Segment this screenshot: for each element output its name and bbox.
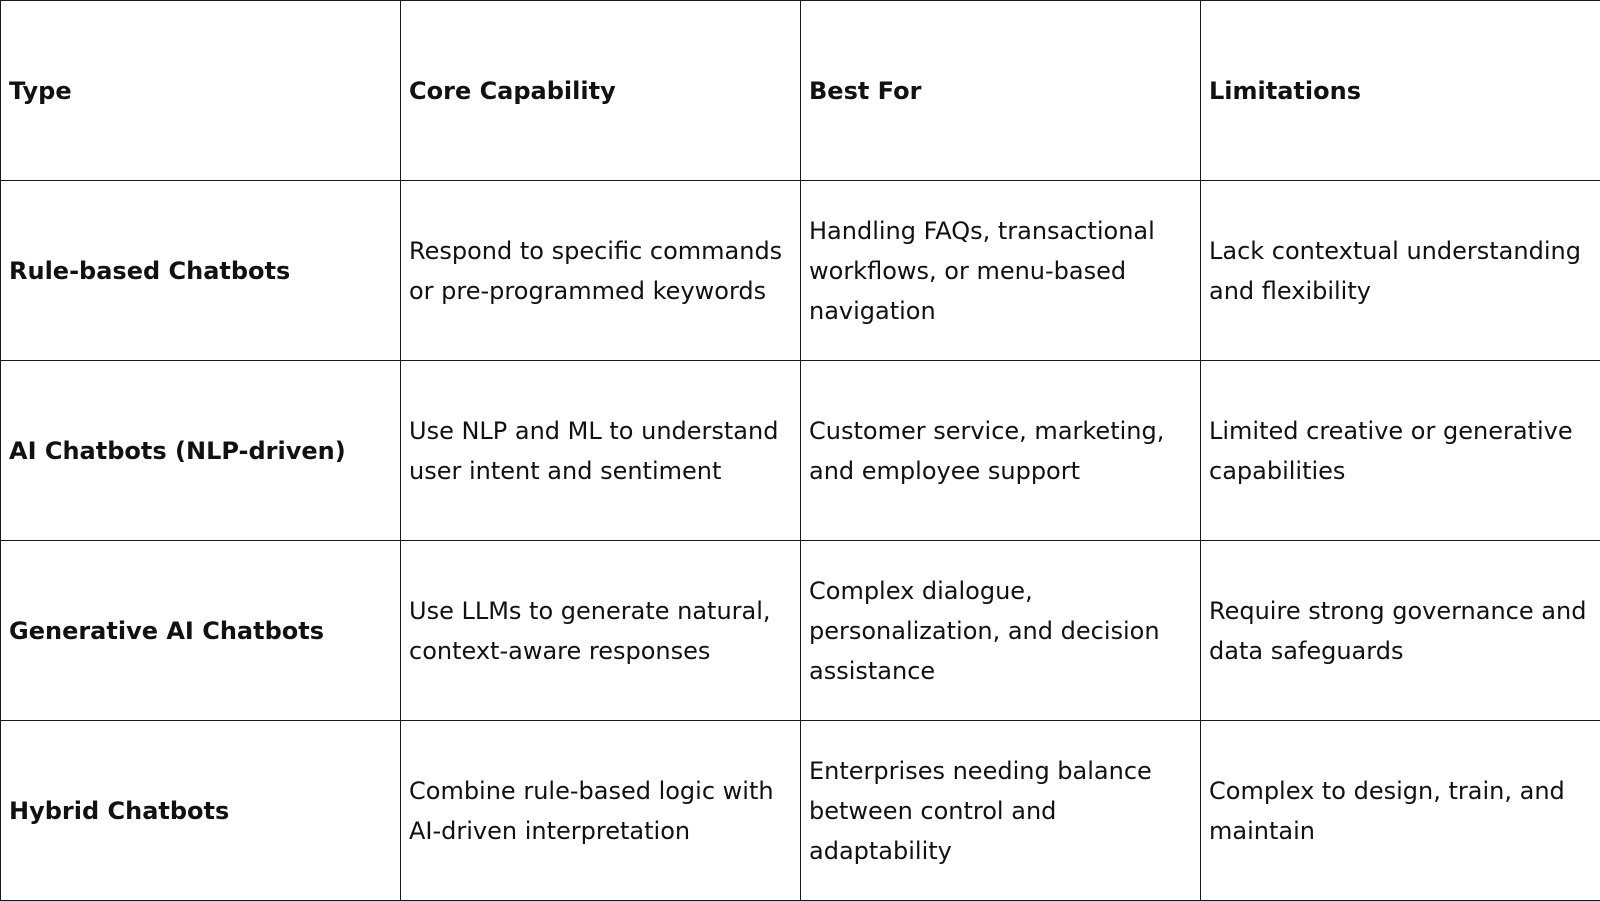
table-header-row bbox=[1, 1, 1600, 181]
header-core-capability: Core Capability bbox=[401, 1, 801, 181]
cell-type: AI Chatbots (NLP-driven) bbox=[1, 361, 401, 541]
header-best-for: Best For bbox=[801, 1, 1201, 181]
cell-core-capability: Use NLP and ML to understand user intent and sentiment bbox=[401, 361, 801, 541]
cell-best-for: Enterprises needing balance between control and adaptability bbox=[801, 721, 1201, 901]
cell-core-capability: Combine rule-based logic with AI-driven interpretation bbox=[401, 721, 801, 901]
cell-core-capability: Use LLMs to generate natural, context-aware responses bbox=[401, 541, 801, 721]
cell-core-capability: Respond to specific commands or pre-programmed keywords bbox=[401, 181, 801, 361]
cell-type: Hybrid Chatbots bbox=[1, 721, 401, 901]
table-row bbox=[1, 181, 1600, 361]
header-type: Type bbox=[1, 1, 401, 181]
cell-best-for: Handling FAQs, transactional workflows, or menu-based navigation bbox=[801, 181, 1201, 361]
cell-best-for: Complex dialogue, personalization, and decision assistance bbox=[801, 541, 1201, 721]
cell-type: Rule-based Chatbots bbox=[1, 181, 401, 361]
table-row bbox=[1, 721, 1600, 901]
table-row bbox=[1, 541, 1600, 721]
table-row bbox=[1, 361, 1600, 541]
cell-type: Generative AI Chatbots bbox=[1, 541, 401, 721]
cell-limitations: Limited creative or generative capabilities bbox=[1201, 361, 1600, 541]
header-limitations: Limitations bbox=[1201, 1, 1600, 181]
cell-limitations: Require strong governance and data safeguards bbox=[1201, 541, 1600, 721]
cell-limitations: Complex to design, train, and maintain bbox=[1201, 721, 1600, 901]
cell-limitations: Lack contextual understanding and flexibility bbox=[1201, 181, 1600, 361]
cell-best-for: Customer service, marketing, and employee support bbox=[801, 361, 1201, 541]
